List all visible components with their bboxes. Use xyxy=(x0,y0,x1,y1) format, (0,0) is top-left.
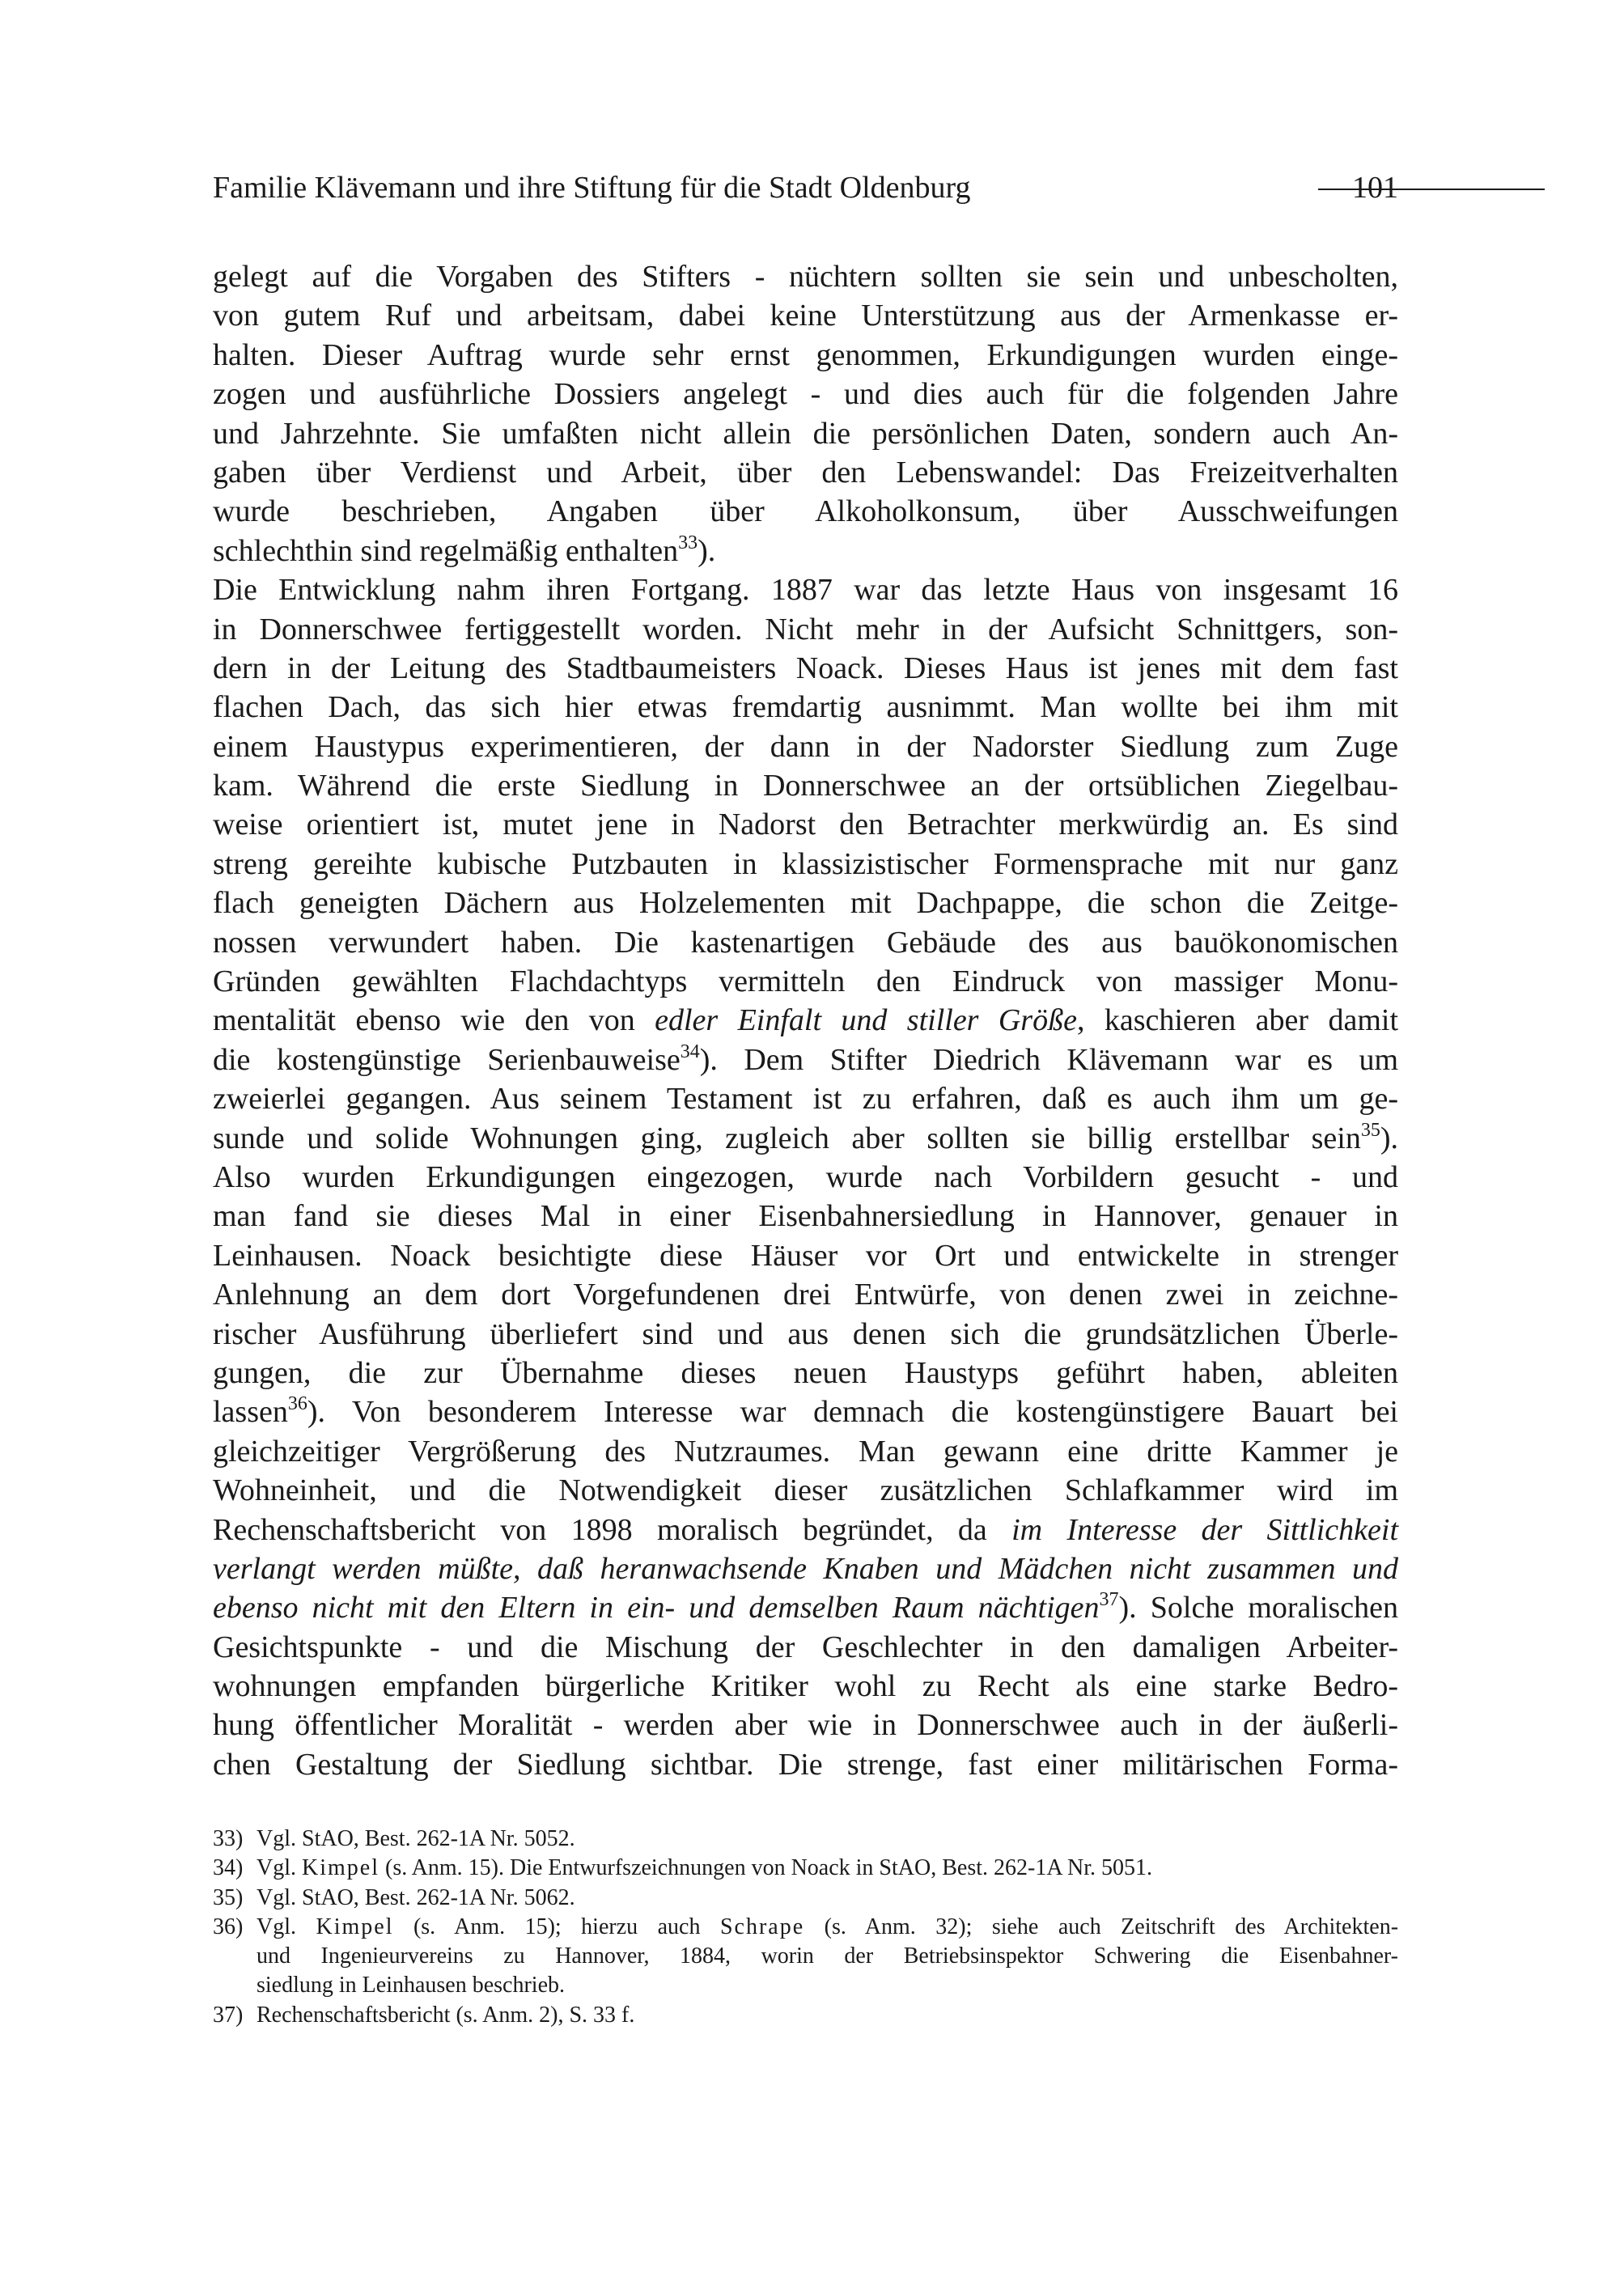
text-line: zweierlei gegangen. Aus seinem Testament ist zu erfahren, daß es auch ihm um ge- xyxy=(213,1082,1398,1117)
text-line: dern in der Leitung des Stadtbaumeisters Noack. Dieses Haus ist jenes mit dem fast xyxy=(213,651,1398,685)
text-line xyxy=(213,1001,1398,1040)
footnote-text: Vgl. StAO, Best. 262-1A Nr. 5052. xyxy=(257,1826,575,1851)
footnote-text: und Ingenieurvereins zu Hannover, 1884, worin der Betriebsinspektor Schwering die Eisenbahner- xyxy=(257,1943,1398,1969)
text-line: rischer Ausführung überliefert sind und aus denen sich die grundsätzlichen Überle- xyxy=(213,1316,1398,1351)
footnote-text: Vgl. StAO, Best. 262-1A Nr. 5062. xyxy=(257,1884,575,1910)
footnote-ref-33[interactable]: 33 xyxy=(678,532,698,553)
text-segment: (s. Anm. 15). Die Entwurfszeichnungen von Noack in StAO, Best. 262-1A Nr. 5051. xyxy=(379,1855,1152,1881)
text-line: in Donnerschwee fertiggestellt worden. Nicht mehr in der Aufsicht Schnittgers, son- xyxy=(213,612,1398,646)
footnote-number: 33) xyxy=(213,1826,244,1851)
text-line: zogen und ausführliche Dossiers angelegt - und dies auch für die folgenden Jahre xyxy=(213,377,1398,412)
text-line xyxy=(213,532,1398,570)
text-line xyxy=(213,1041,1398,1079)
footnotes xyxy=(213,1825,1398,2030)
text-segment: ). Solche moralischen xyxy=(1118,1591,1399,1625)
text-line: Also wurden Erkundigungen eingezogen, wurde nach Vorbildern gesucht - und xyxy=(213,1159,1398,1194)
text-segment: ). Von besonderem Interesse war demnach die kostengünstigere Bauart bei xyxy=(307,1395,1398,1430)
text-line xyxy=(213,1392,1398,1431)
text-line: flachen Dach, das sich hier etwas fremdartig ausnimmt. Man wollte bei ihm mit xyxy=(213,690,1398,725)
text-line xyxy=(213,1119,1398,1158)
text-segment: ). xyxy=(698,533,716,568)
text-line: gleichzeitiger Vergrößerung des Nutzraumes. Man gewann eine dritte Kammer je xyxy=(213,1434,1398,1469)
text-line: halten. Dieser Auftrag wurde sehr ernst genommen, Erkundigungen wurden einge- xyxy=(213,337,1398,372)
footnote-35 xyxy=(213,1884,1398,1913)
text-line: Die Entwicklung nahm ihren Fortgang. 1887 war das letzte Haus von insgesamt 16 xyxy=(213,573,1398,608)
footnote-34 xyxy=(213,1854,1398,1883)
italic-quote: ebenso nicht mit den Eltern in ein- und demselben Raum nächtigen xyxy=(213,1591,1100,1625)
italic-quote: edler Einfalt und stiller Größe xyxy=(655,1003,1077,1038)
footnote-text: siedlung in Leinhausen beschrieb. xyxy=(257,1973,566,1998)
text-segment: Vgl. xyxy=(257,1914,316,1939)
text-line: chen Gestaltung der Siedlung sichtbar. Die strenge, fast einer militärischen Forma- xyxy=(213,1747,1398,1782)
text-line: wohnungen empfanden bürgerliche Kritiker wohl zu Recht als eine starke Bedro- xyxy=(213,1669,1398,1704)
text-line: wurde beschrieben, Angaben über Alkoholkonsum, über Ausschweifungen xyxy=(213,494,1398,529)
text-line: gelegt auf die Vorgaben des Stifters - nüchtern sollten sie sein und unbescholten, xyxy=(213,260,1398,294)
text-line: einem Haustypus experimentieren, der dann in der Nadorster Siedlung zum Zuge xyxy=(213,729,1398,764)
italic-quote: verlangt werden müßte, daß heranwachsende Knaben und Mädchen nicht zusammen und xyxy=(213,1551,1398,1586)
text-segment: ). Dem Stifter Diedrich Klävemann war es um xyxy=(699,1042,1399,1077)
footnote-ref-37[interactable]: 37 xyxy=(1099,1589,1119,1611)
text-line xyxy=(213,1588,1398,1627)
text-line: weise orientiert ist, mutet jene in Nadorst den Betrachter merkwürdig an. Es sind xyxy=(213,807,1398,842)
author-name: Schrape xyxy=(719,1914,805,1939)
text-line: gaben über Verdienst und Arbeit, über den Lebenswandel: Das Freizeitverhalten xyxy=(213,455,1398,490)
footnote-number: 35) xyxy=(213,1884,244,1910)
text-segment: ). xyxy=(1380,1121,1398,1155)
footnote-ref-36[interactable]: 36 xyxy=(287,1393,307,1415)
text-line: streng gereihte kubische Putzbauten in klassizistischer Formensprache mit nur ganz xyxy=(213,846,1398,881)
text-segment: sunde und solide Wohnungen ging, zugleich aber sollten sie billig erstellbar sein xyxy=(213,1121,1361,1155)
footnote-36 xyxy=(213,1913,1398,2001)
running-head-title: Familie Klävemann und ihre Stiftung für die Stadt Oldenburg xyxy=(213,171,971,205)
text-line xyxy=(213,1511,1398,1549)
text-line: hung öffentlicher Moralität - werden aber wie in Donnerschwee auch in der äußerli- xyxy=(213,1708,1398,1743)
footnote-number: 34) xyxy=(213,1855,244,1881)
author-name: Kimpel xyxy=(316,1914,394,1939)
text-segment: Vgl. xyxy=(257,1855,302,1881)
text-segment: (s. Anm. 32); siehe auch Zeitschrift des Architekten- xyxy=(804,1914,1399,1939)
footnote-number: 36) xyxy=(213,1914,244,1939)
text-segment: Rechenschaftsbericht von 1898 moralisch begründet, da xyxy=(213,1512,1012,1547)
text-segment: , kaschieren aber damit xyxy=(1076,1003,1398,1038)
text-segment: (s. Anm. 15); hierzu auch xyxy=(393,1914,720,1939)
text-segment: lassen xyxy=(213,1395,288,1430)
footnote-37 xyxy=(213,2001,1398,2030)
footnote-text xyxy=(257,1854,1398,1883)
footnote-text: Rechenschaftsbericht (s. Anm. 2), S. 33 f. xyxy=(257,2002,635,2028)
text-line: Gründen gewählten Flachdachtyps vermitteln den Eindruck von massiger Monu- xyxy=(213,964,1398,999)
footnote-number: 37) xyxy=(213,2002,244,2028)
text-line: Gesichtspunkte - und die Mischung der Geschlechter in den damaligen Arbeiter- xyxy=(213,1630,1398,1664)
text-segment: schlechthin sind regelmäßig enthalten xyxy=(213,533,679,568)
text-line: von gutem Ruf und arbeitsam, dabei keine Unterstützung aus der Armenkasse er- xyxy=(213,299,1398,333)
text-line: gungen, die zur Übernahme dieses neuen Haustyps geführt haben, ableiten xyxy=(213,1355,1398,1390)
text-segment: mentalität ebenso wie den von xyxy=(213,1003,655,1038)
text-line: flach geneigten Dächern aus Holzelementen mit Dachpappe, die schon die Zeitge- xyxy=(213,886,1398,921)
text-line xyxy=(213,1549,1398,1588)
footnote-33 xyxy=(213,1825,1398,1854)
text-line: man fand sie dieses Mal in einer Eisenbahnersiedlung in Hannover, genauer in xyxy=(213,1199,1398,1234)
footnote-ref-34[interactable]: 34 xyxy=(680,1041,700,1062)
text-line: Anlehnung an dem dort Vorgefundenen drei Entwürfe, von denen zwei in zeichne- xyxy=(213,1278,1398,1312)
text-line: nossen verwundert haben. Die kastenartigen Gebäude des aus bauökonomischen xyxy=(213,925,1398,960)
text-line: Wohneinheit, und die Notwendigkeit dieser zusätzlichen Schlafkammer wird im xyxy=(213,1473,1398,1508)
page-number: 101 xyxy=(1352,171,1398,205)
footnote-text xyxy=(257,1913,1398,1942)
italic-quote: im Interesse der Sittlichkeit xyxy=(1011,1512,1398,1547)
text-line: kam. Während die erste Siedlung in Donnerschwee an der ortsüblichen Ziegelbau- xyxy=(213,769,1398,803)
author-name: Kimpel xyxy=(302,1855,379,1881)
text-line: Leinhausen. Noack besichtigte diese Häuser vor Ort und entwickelte in strenger xyxy=(213,1238,1398,1273)
main-text xyxy=(213,257,1398,1784)
footnote-ref-35[interactable]: 35 xyxy=(1360,1119,1380,1141)
text-line: und Jahrzehnte. Sie umfaßten nicht allein die persönlichen Daten, sondern auch An- xyxy=(213,416,1398,451)
text-segment: die kostengünstige Serienbauweise xyxy=(213,1042,681,1077)
running-head xyxy=(213,163,1398,212)
